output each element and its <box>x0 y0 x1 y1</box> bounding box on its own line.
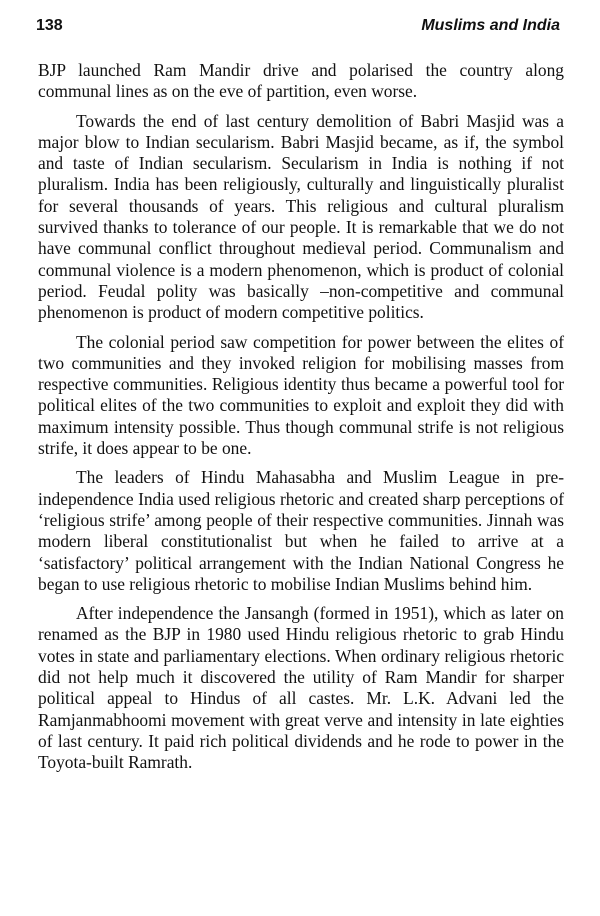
paragraph-continued: BJP launched Ram Mandir drive and polarised the country along communal lines as on the eve of partition, even worse. <box>38 60 564 102</box>
paragraph: The leaders of Hindu Mahasabha and Muslim League in pre-independence India used religious rhetoric and created sharp perceptions of ‘religious strife’ among people of their respective communities. Jinnah was modern liberal constitutionalist but when he failed to arrive at a ‘satisfactory’ political arrangement with the Indian National Congress he began to use religious rhetoric to mobilise Indian Muslims behind him. <box>38 467 564 594</box>
running-head <box>36 17 560 41</box>
running-title: Muslims and India <box>421 17 560 34</box>
body-text <box>38 60 564 774</box>
page-number: 138 <box>36 17 63 34</box>
paragraph: Towards the end of last century demolition of Babri Masjid was a major blow to Indian secularism. Babri Masjid became, as if, the symbol and taste of Indian secularism. Secularism in India is nothing if not pluralism. India has been religiously, culturally and linguistically pluralist for several thousands of years. This religious and cultural pluralism survived thanks to tolerance of our people. It is remarkable that we do not have communal conflict throughout medieval period. Communalism and communal violence is a modern phenomenon, which is product of colonial period. Feudal polity was basically –non-competitive and communal phenomenon is product of modern competitive politics. <box>38 110 564 323</box>
paragraph: After independence the Jansangh (formed in 1951), which as later on renamed as the BJP in 1980 used Hindu religious rhetoric to grab Hindu votes in state and parliamentary elections. When ordinary religious rhetoric did not help much it discovered the utility of Ram Mandir for sharper political appeal to Hindus of all castes. Mr. L.K. Advani led the Ramjanmabhoomi movement with great verve and intensity in late eighties of last century. It paid rich political dividends and he rode to power in the Toyota-built Ramrath. <box>38 603 564 773</box>
paragraph: The colonial period saw competition for power between the elites of two communities and they invoked religion for mobilising masses from respective communities. Religious identity thus became a powerful tool for political elites of the two communities to exploit and exploit they did with maximum intensity possible. Thus though communal strife is not religious strife, it does appear to be one. <box>38 331 564 459</box>
